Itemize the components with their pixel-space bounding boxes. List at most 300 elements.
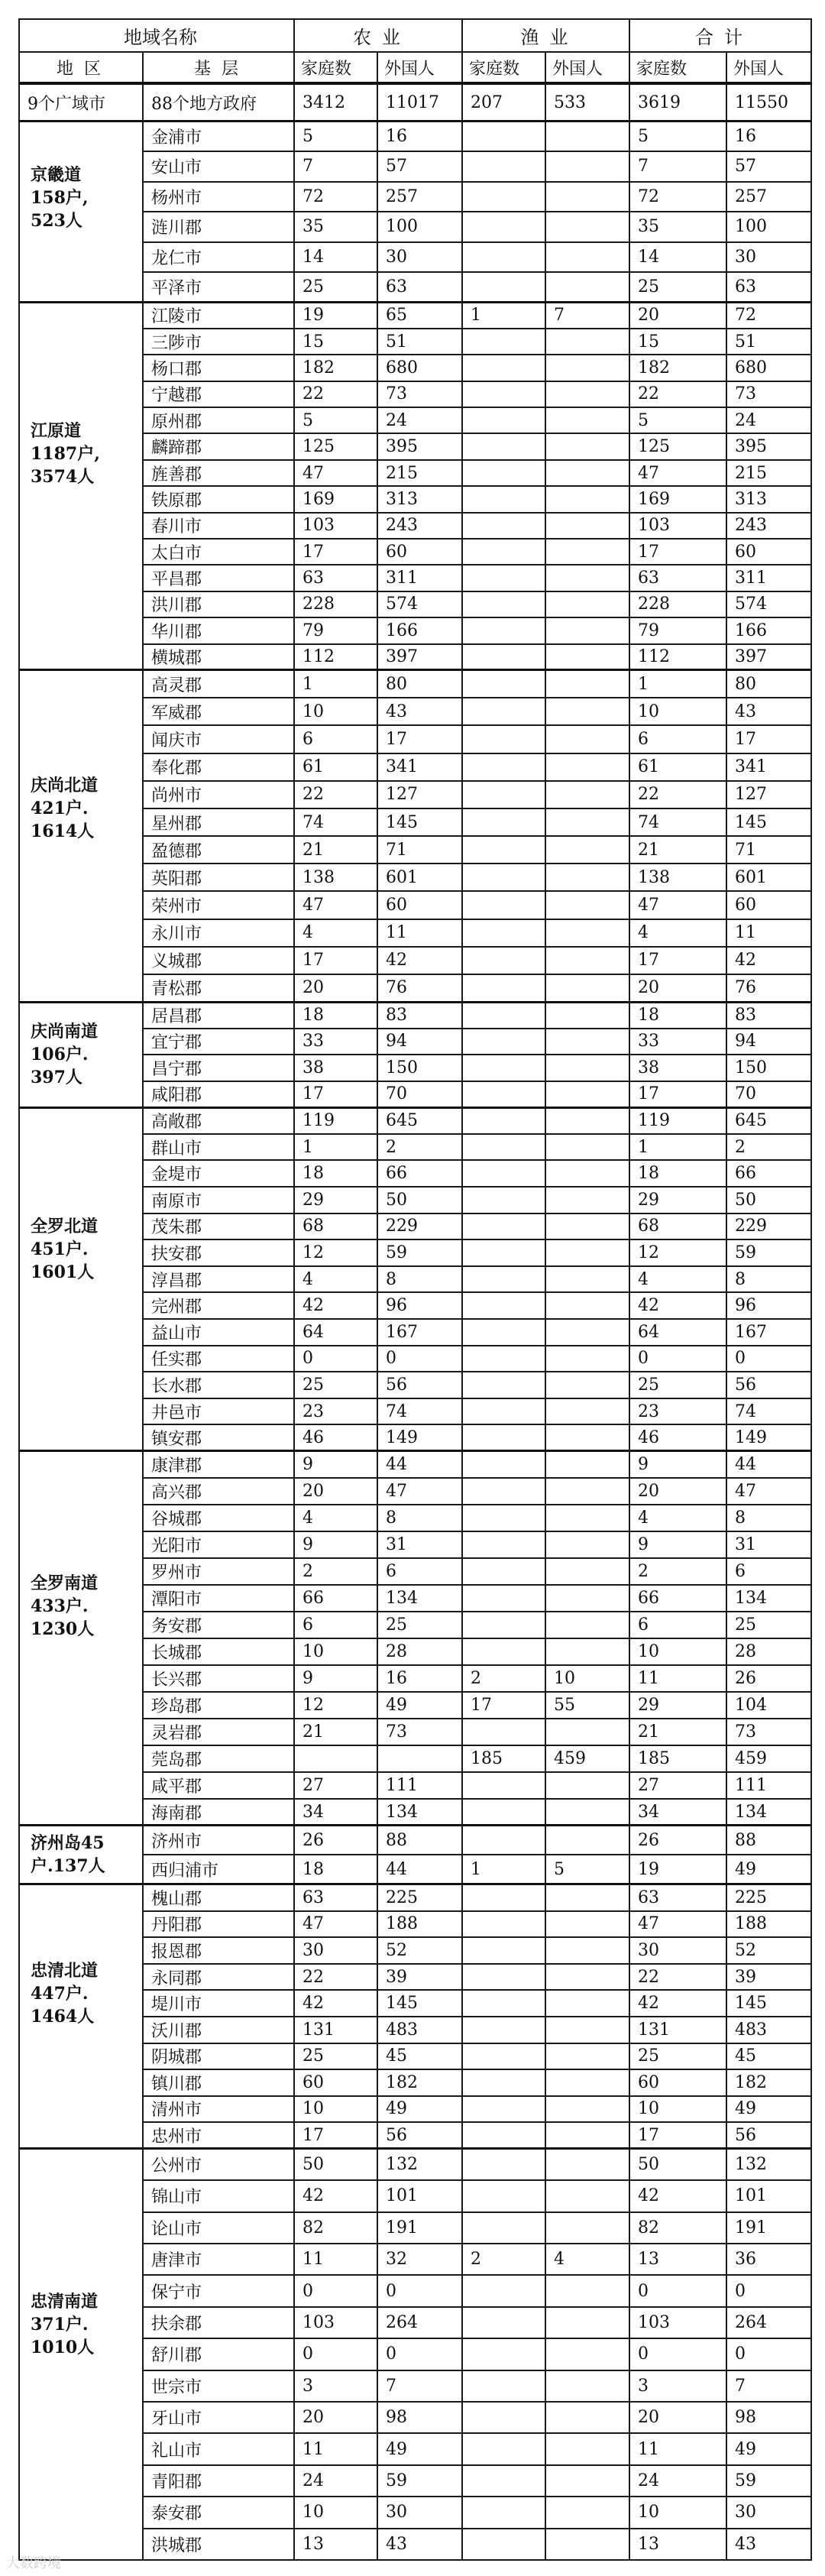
agri-foreigners-cell: 257 bbox=[377, 182, 462, 212]
header-total-foreigners: 外国人 bbox=[726, 52, 811, 83]
fish-foreigners-cell bbox=[545, 2069, 629, 2096]
region-label-line: 158户, bbox=[31, 188, 89, 208]
total-foreigners-cell: 16 bbox=[726, 122, 811, 152]
fish-foreigners-cell bbox=[545, 974, 629, 1002]
watermark-logo: 大数跨境 bbox=[6, 2555, 61, 2571]
region-label-line: 户.137人 bbox=[31, 1856, 105, 1877]
total-foreigners-cell: 166 bbox=[726, 617, 811, 643]
local-name-cell: 荣州市 bbox=[143, 891, 294, 919]
fish-households-cell bbox=[462, 1612, 545, 1638]
agri-households-cell: 18 bbox=[294, 1002, 377, 1029]
region-label-line: 庆尚北道 bbox=[31, 776, 99, 796]
total-foreigners-cell: 60 bbox=[726, 539, 811, 565]
total-foreigners-cell: 57 bbox=[726, 151, 811, 182]
foreign-residents-table bbox=[18, 18, 812, 2561]
total-foreigners-cell: 36 bbox=[726, 2244, 811, 2275]
agri-households-cell: 17 bbox=[294, 947, 377, 974]
agri-foreigners-cell: 680 bbox=[377, 355, 462, 381]
agri-foreigners-cell: 73 bbox=[377, 1719, 462, 1745]
local-name-cell: 礼山市 bbox=[143, 2433, 294, 2464]
total-foreigners-cell: 483 bbox=[726, 2017, 811, 2043]
fish-households-cell bbox=[462, 698, 545, 725]
agri-households-cell bbox=[294, 1745, 377, 1772]
local-name-cell: 牙山市 bbox=[143, 2402, 294, 2433]
agri-foreigners-cell: 30 bbox=[377, 242, 462, 273]
total-foreigners-cell: 49 bbox=[726, 2433, 811, 2464]
total-households-cell: 4 bbox=[629, 1505, 726, 1531]
local-name-cell: 锦山市 bbox=[143, 2180, 294, 2211]
agri-households-cell: 34 bbox=[294, 1799, 377, 1826]
total-households-cell: 20 bbox=[629, 974, 726, 1002]
fish-foreigners-cell: 10 bbox=[545, 1665, 629, 1692]
fish-foreigners-cell bbox=[545, 1826, 629, 1855]
agri-foreigners-cell: 51 bbox=[377, 329, 462, 355]
region-cell bbox=[19, 1451, 143, 1826]
agri-foreigners-cell: 49 bbox=[377, 2433, 462, 2464]
fish-households-cell bbox=[462, 1937, 545, 1964]
agri-households-cell: 18 bbox=[294, 1855, 377, 1884]
local-name-cell: 铁原郡 bbox=[143, 486, 294, 512]
agri-foreigners-cell: 167 bbox=[377, 1319, 462, 1346]
summary-cell: 3412 bbox=[294, 83, 377, 122]
total-foreigners-cell: 45 bbox=[726, 2043, 811, 2070]
fish-foreigners-cell bbox=[545, 891, 629, 919]
local-name-cell: 淳昌郡 bbox=[143, 1266, 294, 1293]
agri-households-cell: 11 bbox=[294, 2244, 377, 2275]
agri-households-cell: 9 bbox=[294, 1531, 377, 1558]
fish-foreigners-cell bbox=[545, 2017, 629, 2043]
fish-foreigners-cell bbox=[545, 1772, 629, 1799]
local-name-cell: 龙仁市 bbox=[143, 242, 294, 273]
local-name-cell: 长水郡 bbox=[143, 1372, 294, 1398]
agri-households-cell: 6 bbox=[294, 1612, 377, 1638]
total-households-cell: 131 bbox=[629, 2017, 726, 2043]
total-foreigners-cell: 98 bbox=[726, 2402, 811, 2433]
local-name-cell: 莞岛郡 bbox=[143, 1745, 294, 1772]
local-name-cell: 阴城郡 bbox=[143, 2043, 294, 2070]
agri-households-cell: 82 bbox=[294, 2212, 377, 2244]
region-label-line: 1464人 bbox=[31, 2006, 95, 2027]
agri-foreigners-cell: 88 bbox=[377, 1826, 462, 1855]
region-label-line: 济州岛45 bbox=[31, 1833, 105, 1854]
agri-foreigners-cell: 7 bbox=[377, 2370, 462, 2402]
fish-foreigners-cell bbox=[545, 1372, 629, 1398]
total-households-cell: 42 bbox=[629, 2180, 726, 2211]
region-label-line: 1614人 bbox=[31, 821, 95, 842]
agri-foreigners-cell: 59 bbox=[377, 2465, 462, 2497]
total-households-cell: 22 bbox=[629, 781, 726, 808]
total-households-cell: 12 bbox=[629, 1239, 726, 1266]
local-name-cell: 丹阳郡 bbox=[143, 1911, 294, 1938]
summary-cell: 3619 bbox=[629, 83, 726, 122]
region-label-line: 忠清南道 bbox=[31, 2292, 99, 2312]
agri-households-cell: 0 bbox=[294, 2275, 377, 2306]
fish-households-cell bbox=[462, 1990, 545, 2017]
fish-foreigners-cell bbox=[545, 565, 629, 591]
total-foreigners-cell: 149 bbox=[726, 1424, 811, 1451]
local-name-cell: 华川郡 bbox=[143, 617, 294, 643]
summary-cell: 11550 bbox=[726, 83, 811, 122]
total-foreigners-cell: 56 bbox=[726, 1372, 811, 1398]
total-households-cell: 1 bbox=[629, 1134, 726, 1161]
local-name-cell: 昌宁郡 bbox=[143, 1055, 294, 1081]
fish-households-cell bbox=[462, 1160, 545, 1187]
total-foreigners-cell: 44 bbox=[726, 1451, 811, 1478]
local-name-cell: 康津郡 bbox=[143, 1451, 294, 1478]
agri-foreigners-cell: 264 bbox=[377, 2307, 462, 2338]
region-label-line: 397人 bbox=[31, 1068, 82, 1088]
agri-foreigners-cell: 32 bbox=[377, 2244, 462, 2275]
local-name-cell: 三陟市 bbox=[143, 329, 294, 355]
total-foreigners-cell: 50 bbox=[726, 1187, 811, 1213]
total-households-cell: 0 bbox=[629, 2275, 726, 2306]
total-households-cell: 5 bbox=[629, 407, 726, 433]
total-households-cell: 20 bbox=[629, 2402, 726, 2433]
total-households-cell: 72 bbox=[629, 182, 726, 212]
total-foreigners-cell: 8 bbox=[726, 1266, 811, 1293]
agri-foreigners-cell: 76 bbox=[377, 974, 462, 1002]
total-households-cell: 0 bbox=[629, 1346, 726, 1372]
fish-foreigners-cell bbox=[545, 272, 629, 303]
total-households-cell: 182 bbox=[629, 355, 726, 381]
total-foreigners-cell: 134 bbox=[726, 1799, 811, 1826]
total-foreigners-cell: 71 bbox=[726, 836, 811, 864]
agri-households-cell: 12 bbox=[294, 1239, 377, 1266]
local-name-cell: 永川市 bbox=[143, 919, 294, 947]
fish-households-cell bbox=[462, 2180, 545, 2211]
total-foreigners-cell: 26 bbox=[726, 1665, 811, 1692]
local-name-cell: 镇川郡 bbox=[143, 2069, 294, 2096]
fish-foreigners-cell bbox=[545, 2149, 629, 2180]
agri-foreigners-cell: 45 bbox=[377, 2043, 462, 2070]
agri-foreigners-cell: 44 bbox=[377, 1451, 462, 1478]
local-name-cell: 茂朱郡 bbox=[143, 1213, 294, 1240]
fish-households-cell bbox=[462, 644, 545, 670]
local-name-cell: 泰安郡 bbox=[143, 2497, 294, 2528]
local-name-cell: 杨口郡 bbox=[143, 355, 294, 381]
header-fishery: 渔业 bbox=[462, 19, 629, 52]
fish-households-cell bbox=[462, 272, 545, 303]
agri-households-cell: 20 bbox=[294, 974, 377, 1002]
agri-households-cell: 63 bbox=[294, 565, 377, 591]
total-households-cell: 47 bbox=[629, 1911, 726, 1938]
fish-foreigners-cell bbox=[545, 591, 629, 617]
region-cell bbox=[19, 1107, 143, 1451]
fish-households-cell bbox=[462, 1346, 545, 1372]
total-foreigners-cell: 73 bbox=[726, 1719, 811, 1745]
total-foreigners-cell: 8 bbox=[726, 1505, 811, 1531]
fish-foreigners-cell bbox=[545, 864, 629, 891]
local-name-cell: 潭阳市 bbox=[143, 1585, 294, 1612]
fish-households-cell bbox=[462, 864, 545, 891]
local-name-cell: 长兴郡 bbox=[143, 1665, 294, 1692]
agri-households-cell: 1 bbox=[294, 1134, 377, 1161]
local-name-cell: 太白市 bbox=[143, 539, 294, 565]
total-foreigners-cell: 56 bbox=[726, 2122, 811, 2149]
agri-households-cell: 21 bbox=[294, 1719, 377, 1745]
local-name-cell: 灵岩郡 bbox=[143, 1719, 294, 1745]
local-name-cell: 唐津市 bbox=[143, 2244, 294, 2275]
header-agri-foreigners: 外国人 bbox=[377, 52, 462, 83]
fish-households-cell bbox=[462, 974, 545, 1002]
fish-households-cell: 1 bbox=[462, 303, 545, 329]
agri-households-cell: 47 bbox=[294, 460, 377, 486]
agri-households-cell: 10 bbox=[294, 2497, 377, 2528]
agri-households-cell: 9 bbox=[294, 1451, 377, 1478]
agri-households-cell: 25 bbox=[294, 272, 377, 303]
local-name-cell: 海南郡 bbox=[143, 1799, 294, 1826]
fish-households-cell: 185 bbox=[462, 1745, 545, 1772]
fish-households-cell bbox=[462, 2370, 545, 2402]
local-name-cell: 长城郡 bbox=[143, 1638, 294, 1665]
local-name-cell: 涟川郡 bbox=[143, 212, 294, 242]
fish-households-cell bbox=[462, 1531, 545, 1558]
fish-households-cell bbox=[462, 1451, 545, 1478]
total-foreigners-cell: 73 bbox=[726, 381, 811, 407]
local-name-cell: 沃川郡 bbox=[143, 2017, 294, 2043]
agri-households-cell: 25 bbox=[294, 1372, 377, 1398]
fish-foreigners-cell bbox=[545, 1911, 629, 1938]
total-foreigners-cell: 66 bbox=[726, 1160, 811, 1187]
total-households-cell: 47 bbox=[629, 891, 726, 919]
agri-foreigners-cell: 28 bbox=[377, 1638, 462, 1665]
fish-households-cell bbox=[462, 433, 545, 459]
total-households-cell: 63 bbox=[629, 565, 726, 591]
total-foreigners-cell: 83 bbox=[726, 1002, 811, 1029]
agri-foreigners-cell: 56 bbox=[377, 2122, 462, 2149]
fish-foreigners-cell bbox=[545, 1424, 629, 1451]
total-households-cell: 63 bbox=[629, 1884, 726, 1911]
agri-foreigners-cell: 39 bbox=[377, 1964, 462, 1991]
header-fish-foreigners: 外国人 bbox=[545, 52, 629, 83]
fish-households-cell bbox=[462, 1826, 545, 1855]
agri-foreigners-cell: 134 bbox=[377, 1585, 462, 1612]
local-name-cell: 春川市 bbox=[143, 513, 294, 539]
total-foreigners-cell: 72 bbox=[726, 303, 811, 329]
total-foreigners-cell: 31 bbox=[726, 1531, 811, 1558]
total-foreigners-cell: 52 bbox=[726, 1937, 811, 1964]
agri-households-cell: 138 bbox=[294, 864, 377, 891]
total-households-cell: 13 bbox=[629, 2244, 726, 2275]
fish-households-cell bbox=[462, 1911, 545, 1938]
total-foreigners-cell: 17 bbox=[726, 725, 811, 753]
total-foreigners-cell: 96 bbox=[726, 1292, 811, 1319]
header-region-name: 地域名称 bbox=[19, 19, 294, 52]
fish-foreigners-cell bbox=[545, 1612, 629, 1638]
fish-foreigners-cell bbox=[545, 1134, 629, 1161]
total-foreigners-cell: 42 bbox=[726, 947, 811, 974]
total-foreigners-cell: 59 bbox=[726, 1239, 811, 1266]
fish-foreigners-cell bbox=[545, 182, 629, 212]
agri-foreigners-cell: 0 bbox=[377, 1346, 462, 1372]
total-households-cell: 15 bbox=[629, 329, 726, 355]
fish-households-cell bbox=[462, 836, 545, 864]
agri-foreigners-cell: 101 bbox=[377, 2180, 462, 2211]
total-households-cell: 20 bbox=[629, 1478, 726, 1505]
local-name-cell: 闻庆市 bbox=[143, 725, 294, 753]
region-label-line: 江原道 bbox=[31, 421, 82, 442]
local-name-cell: 旌善郡 bbox=[143, 460, 294, 486]
fish-foreigners-cell bbox=[545, 513, 629, 539]
agri-foreigners-cell: 43 bbox=[377, 698, 462, 725]
region-label-line: 1187户, bbox=[31, 444, 100, 465]
fish-households-cell bbox=[462, 1398, 545, 1425]
total-foreigners-cell: 264 bbox=[726, 2307, 811, 2338]
table-row bbox=[19, 1002, 811, 1029]
fish-households-cell bbox=[462, 329, 545, 355]
local-name-cell: 高兴郡 bbox=[143, 1478, 294, 1505]
agri-households-cell: 125 bbox=[294, 433, 377, 459]
total-households-cell: 103 bbox=[629, 513, 726, 539]
total-foreigners-cell: 191 bbox=[726, 2212, 811, 2244]
total-foreigners-cell: 88 bbox=[726, 1826, 811, 1855]
total-foreigners-cell: 127 bbox=[726, 781, 811, 808]
agri-households-cell: 10 bbox=[294, 698, 377, 725]
total-households-cell: 22 bbox=[629, 1964, 726, 1991]
total-households-cell: 13 bbox=[629, 2529, 726, 2560]
fish-foreigners-cell bbox=[545, 1029, 629, 1055]
total-foreigners-cell: 167 bbox=[726, 1319, 811, 1346]
local-name-cell: 济州市 bbox=[143, 1826, 294, 1855]
agri-foreigners-cell: 397 bbox=[377, 644, 462, 670]
agri-households-cell: 72 bbox=[294, 182, 377, 212]
agri-households-cell: 42 bbox=[294, 1292, 377, 1319]
total-foreigners-cell: 7 bbox=[726, 2370, 811, 2402]
fish-foreigners-cell bbox=[545, 1319, 629, 1346]
local-name-cell: 麟蹄郡 bbox=[143, 433, 294, 459]
fish-households-cell bbox=[462, 2122, 545, 2149]
local-name-cell: 平昌郡 bbox=[143, 565, 294, 591]
agri-foreigners-cell: 149 bbox=[377, 1424, 462, 1451]
agri-foreigners-cell: 60 bbox=[377, 539, 462, 565]
region-label-line: 1230人 bbox=[31, 1619, 95, 1639]
local-name-cell: 义城郡 bbox=[143, 947, 294, 974]
fish-households-cell bbox=[462, 808, 545, 836]
agri-foreigners-cell: 134 bbox=[377, 1799, 462, 1826]
local-name-cell: 咸平郡 bbox=[143, 1772, 294, 1799]
agri-foreigners-cell: 63 bbox=[377, 272, 462, 303]
fish-foreigners-cell bbox=[545, 919, 629, 947]
fish-foreigners-cell bbox=[545, 2307, 629, 2338]
summary-cell: 207 bbox=[462, 83, 545, 122]
agri-foreigners-cell: 145 bbox=[377, 1990, 462, 2017]
table-row bbox=[19, 670, 811, 698]
agri-foreigners-cell: 645 bbox=[377, 1107, 462, 1134]
total-households-cell: 1 bbox=[629, 670, 726, 698]
fish-households-cell bbox=[462, 1558, 545, 1585]
fish-foreigners-cell: 4 bbox=[545, 2244, 629, 2275]
table-row bbox=[19, 122, 811, 152]
local-name-cell: 忠州市 bbox=[143, 2122, 294, 2149]
agri-foreigners-cell: 11 bbox=[377, 919, 462, 947]
total-foreigners-cell: 574 bbox=[726, 591, 811, 617]
agri-households-cell: 46 bbox=[294, 1424, 377, 1451]
region-label-line: 421户. bbox=[31, 799, 89, 819]
fish-foreigners-cell bbox=[545, 242, 629, 273]
total-foreigners-cell: 24 bbox=[726, 407, 811, 433]
total-foreigners-cell: 132 bbox=[726, 2149, 811, 2180]
region-cell bbox=[19, 1884, 143, 2149]
fish-foreigners-cell bbox=[545, 433, 629, 459]
local-name-cell: 军威郡 bbox=[143, 698, 294, 725]
header-local: 基层 bbox=[143, 52, 294, 83]
total-foreigners-cell: 150 bbox=[726, 1055, 811, 1081]
fish-foreigners-cell bbox=[545, 2275, 629, 2306]
fish-foreigners-cell bbox=[545, 151, 629, 182]
fish-households-cell bbox=[462, 486, 545, 512]
total-households-cell: 21 bbox=[629, 836, 726, 864]
local-name-cell: 舒川郡 bbox=[143, 2338, 294, 2370]
fish-households-cell bbox=[462, 891, 545, 919]
total-households-cell: 17 bbox=[629, 1081, 726, 1108]
total-foreigners-cell: 51 bbox=[726, 329, 811, 355]
fish-households-cell bbox=[462, 2275, 545, 2306]
fish-foreigners-cell bbox=[545, 1187, 629, 1213]
total-households-cell: 24 bbox=[629, 2465, 726, 2497]
fish-foreigners-cell bbox=[545, 539, 629, 565]
total-households-cell: 228 bbox=[629, 591, 726, 617]
fish-foreigners-cell bbox=[545, 2043, 629, 2070]
local-name-cell: 槐山郡 bbox=[143, 1884, 294, 1911]
local-name-cell: 高灵郡 bbox=[143, 670, 294, 698]
total-households-cell: 6 bbox=[629, 1612, 726, 1638]
total-households-cell: 46 bbox=[629, 1424, 726, 1451]
agri-households-cell: 26 bbox=[294, 1826, 377, 1855]
fish-foreigners-cell bbox=[545, 486, 629, 512]
agri-households-cell: 119 bbox=[294, 1107, 377, 1134]
agri-households-cell: 25 bbox=[294, 2043, 377, 2070]
total-households-cell: 17 bbox=[629, 2122, 726, 2149]
local-name-cell: 高敞郡 bbox=[143, 1107, 294, 1134]
total-foreigners-cell: 39 bbox=[726, 1964, 811, 1991]
fish-foreigners-cell: 459 bbox=[545, 1745, 629, 1772]
total-households-cell: 9 bbox=[629, 1531, 726, 1558]
agri-foreigners-cell: 6 bbox=[377, 1558, 462, 1585]
agri-households-cell: 20 bbox=[294, 2402, 377, 2433]
fish-households-cell bbox=[462, 1884, 545, 1911]
total-foreigners-cell: 215 bbox=[726, 460, 811, 486]
total-foreigners-cell: 70 bbox=[726, 1081, 811, 1108]
fish-households-cell bbox=[462, 1424, 545, 1451]
total-households-cell: 25 bbox=[629, 272, 726, 303]
total-foreigners-cell: 28 bbox=[726, 1638, 811, 1665]
local-name-cell: 任实郡 bbox=[143, 1346, 294, 1372]
fish-foreigners-cell bbox=[545, 1937, 629, 1964]
total-foreigners-cell: 49 bbox=[726, 2096, 811, 2123]
fish-households-cell bbox=[462, 2212, 545, 2244]
region-label-line: 1601人 bbox=[31, 1262, 95, 1283]
local-name-cell: 杨州市 bbox=[143, 182, 294, 212]
local-name-cell: 洪城郡 bbox=[143, 2529, 294, 2560]
region-label-line: 忠清北道 bbox=[31, 1960, 99, 1981]
fish-foreigners-cell bbox=[545, 808, 629, 836]
local-name-cell: 井邑市 bbox=[143, 1398, 294, 1425]
agri-foreigners-cell: 225 bbox=[377, 1884, 462, 1911]
total-foreigners-cell: 6 bbox=[726, 1558, 811, 1585]
agri-foreigners-cell: 313 bbox=[377, 486, 462, 512]
total-households-cell: 35 bbox=[629, 212, 726, 242]
fish-foreigners-cell bbox=[545, 753, 629, 781]
agri-foreigners-cell: 188 bbox=[377, 1911, 462, 1938]
fish-households-cell bbox=[462, 1107, 545, 1134]
header-row-top bbox=[19, 19, 811, 52]
table-row bbox=[19, 1451, 811, 1478]
local-name-cell: 罗州市 bbox=[143, 1558, 294, 1585]
agri-foreigners-cell: 132 bbox=[377, 2149, 462, 2180]
summary-cell: 11017 bbox=[377, 83, 462, 122]
fish-households-cell bbox=[462, 1505, 545, 1531]
agri-foreigners-cell: 60 bbox=[377, 891, 462, 919]
